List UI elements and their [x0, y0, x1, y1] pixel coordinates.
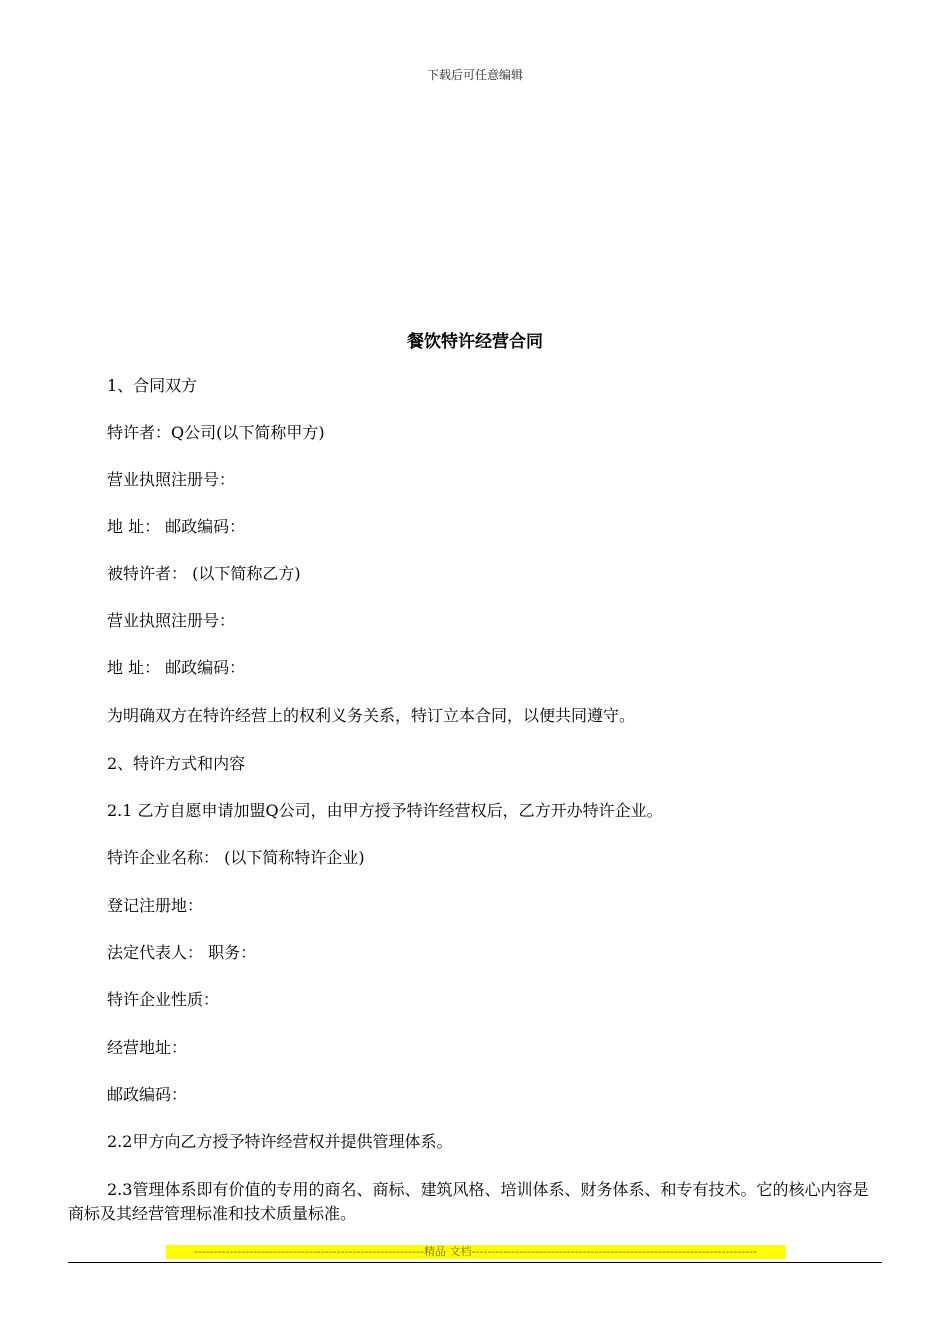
paragraph-registration-place: 登记注册地： — [107, 896, 204, 915]
footer-divider — [68, 1262, 882, 1263]
paragraph-franchisee-address: 地 址： 邮政编码： — [107, 658, 246, 677]
paragraph-franchisee-license: 营业执照注册号： — [107, 611, 236, 630]
paragraph-2-3: 2.3管理体系即有价值的专用的商名、商标、建筑风格、培训体系、财务体系、和专有技术。它的核心内容是 商标及其经营管理标准和技术质量标准。 — [68, 1180, 869, 1223]
paragraph-enterprise-nature: 特许企业性质： — [107, 990, 220, 1009]
paragraph-2-2: 2.2甲方向乙方授予特许经营权并提供管理体系。 — [107, 1132, 453, 1151]
paragraph-franchisor: 特许者：Q公司(以下简称甲方) — [107, 423, 325, 442]
paragraph-purpose: 为明确双方在特许经营上的权利义务关系，特订立本合同，以便共同遵守。 — [107, 706, 636, 725]
paragraph-legal-representative: 法定代表人： 职务： — [107, 943, 257, 962]
paragraph-postal-code: 邮政编码： — [107, 1085, 188, 1104]
paragraph-section-2-heading: 2、特许方式和内容 — [107, 754, 246, 773]
header-note: 下载后可任意编辑 — [426, 68, 523, 82]
paragraph-enterprise-name: 特许企业名称： (以下简称特许企业) — [107, 848, 365, 867]
paragraph-franchisor-address: 地 址： 邮政编码： — [107, 517, 246, 536]
paragraph-2-1: 2.1 乙方自愿申请加盟Q公司，由甲方授予特许经营权后，乙方开办特许企业。 — [107, 801, 663, 820]
footer-banner: ----------------------------------------------------------精品 文档------------------------------------------------------------------------ — [166, 1245, 785, 1259]
paragraph-franchisor-license: 营业执照注册号： — [107, 470, 236, 489]
paragraph-franchisee: 被特许者： (以下简称乙方) — [107, 564, 301, 583]
paragraph-business-address: 经营地址： — [107, 1038, 188, 1057]
paragraph-parties-heading: 1、合同双方 — [107, 376, 198, 395]
document-title: 餐饮特许经营合同 — [407, 332, 543, 352]
